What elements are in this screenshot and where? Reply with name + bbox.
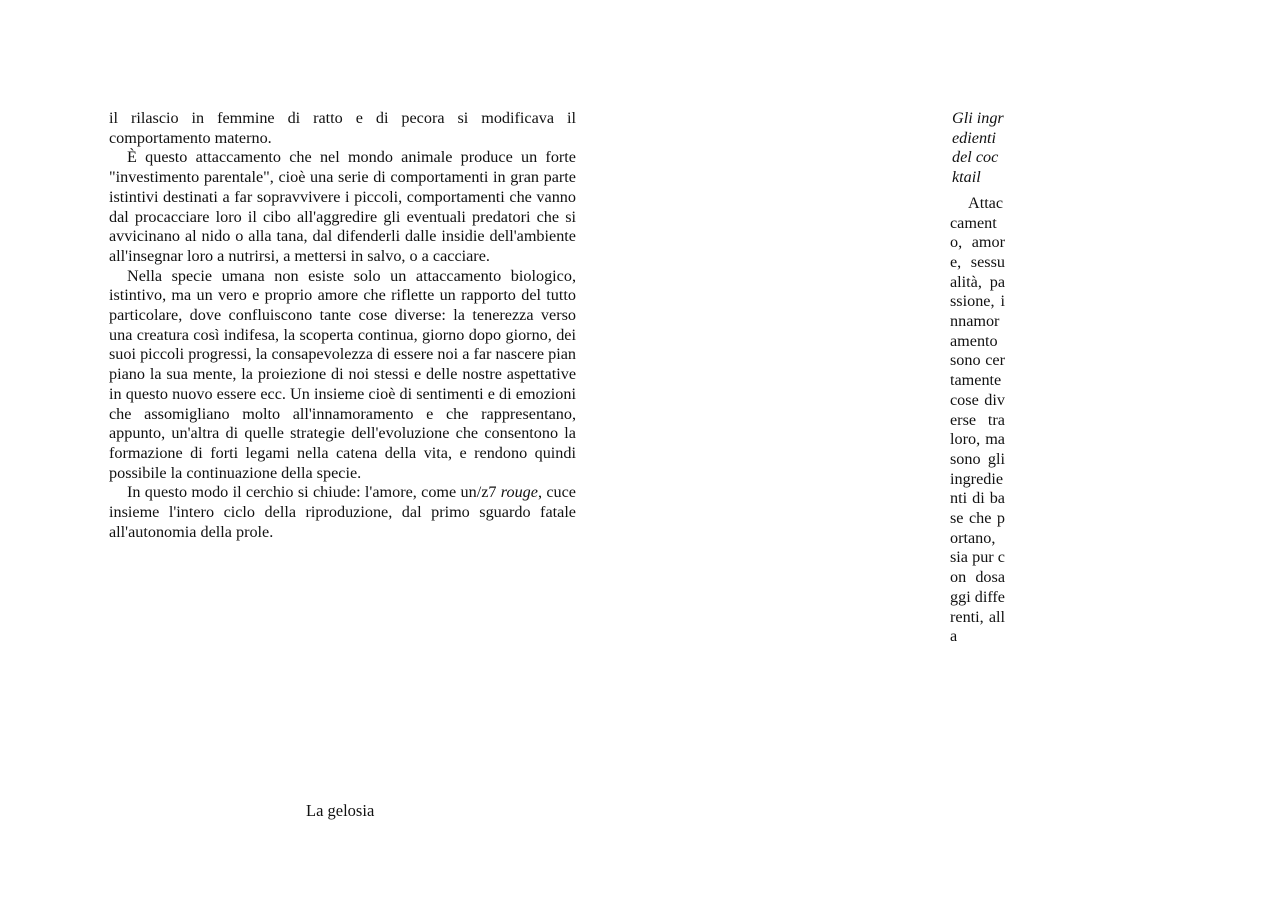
- paragraph-3: Nella specie umana non esiste solo un attaccamento biologico, istintivo, ma un vero e proprio amore che riflette un rapporto del tutto particolare, dove confluiscono tante cose diverse: la tenerezza verso una creatura così indifesa, la scoperta continua, giorno dopo giorno, dei suoi piccoli progressi, la consapevolezza di essere noi a far nascere pian piano la sua mente, la proiezione di noi stessi e delle nostre aspettative in questo nuovo essere ecc. Un insieme cioè di sentimenti e di emozioni che assomigliano molto all'innamoramento e che rappresentano, appunto, un'altra di quelle strategie dell'evoluzione che consentono la formazione di forti legami nella catena della vita, e rendono quindi possibile la continuazione della specie.: [109, 266, 576, 482]
- paragraph-1: il rilascio in femmine di ratto e di pecora si modificava il comportamento materno.: [109, 109, 576, 147]
- chapter-footer: La gelosia: [306, 801, 375, 820]
- paragraph-4-end: , cuce insieme l'intero ciclo della riproduzione, dal primo sguardo fatale all'autonomia della prole.: [109, 483, 576, 541]
- section-text: Attaccamento, amore, sessualità, passione, innamoramento sono certamente cose diverse tra loro, ma sono gli ingredienti di base che portano, sia pur con dosaggi differenti, alla: [950, 193, 1005, 646]
- paragraph-4-italic: rouge: [500, 483, 538, 502]
- section-heading: Gli ingredienti del cocktail: [952, 109, 1004, 187]
- paragraph-4-start: In questo modo il cerchio si chiude: l'amore, come un/z7: [127, 483, 501, 502]
- right-column: [950, 109, 1005, 647]
- paragraph-2: È questo attaccamento che nel mondo animale produce un forte "investimento parentale", cioè una serie di comportamenti in gran parte istintivi destinati a far sopravvivere i piccoli, comportamenti che vanno dal procacciare loro il cibo all'aggredire gli eventuali predatori che si avvicinano al nido o alla tana, dal difenderli dalle insidie dell'ambiente all'insegnar loro a nutrirsi, a mettersi in salvo, o a cacciare.: [109, 148, 576, 265]
- left-page-text: [109, 109, 576, 542]
- paragraph-4: [109, 483, 576, 542]
